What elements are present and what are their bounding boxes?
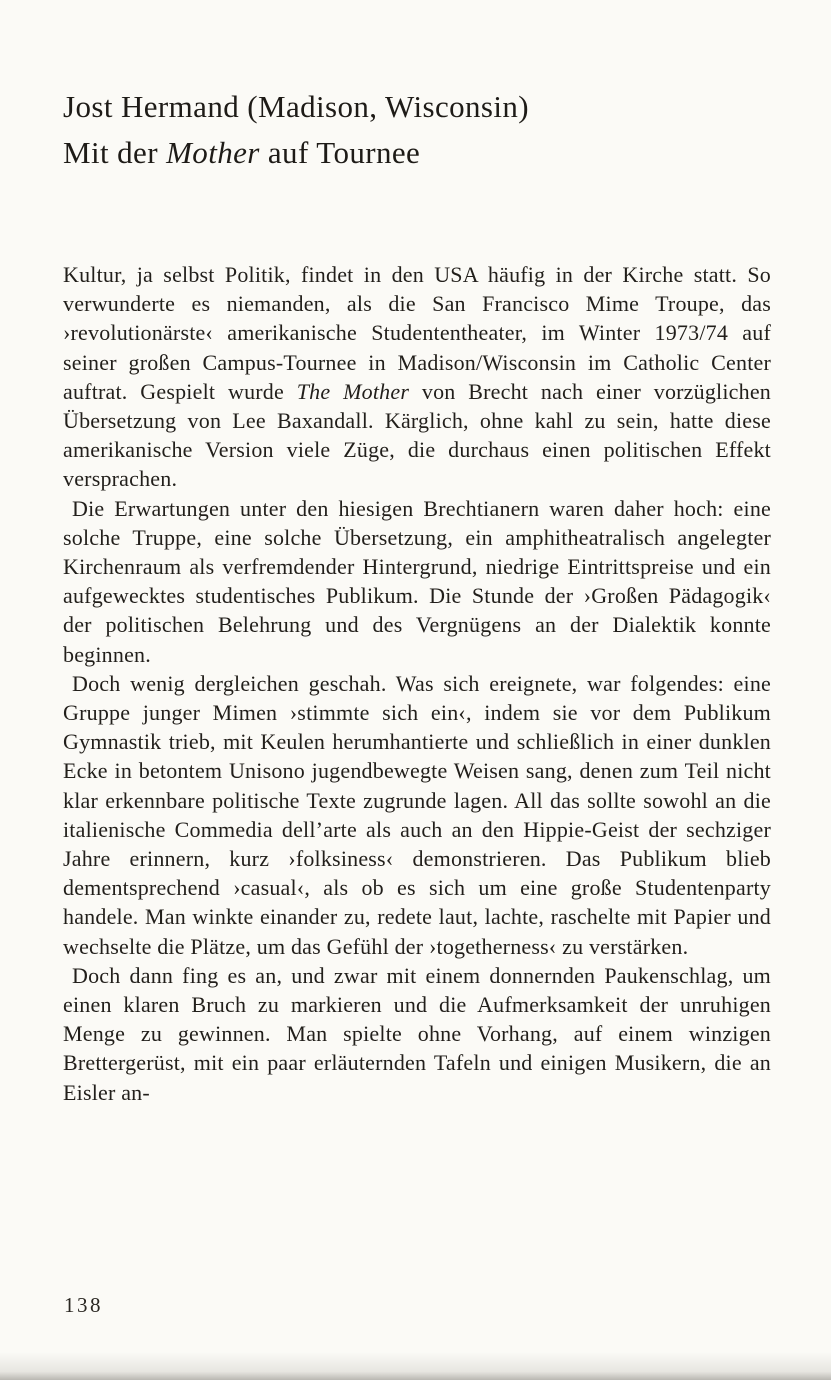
- paragraph: [63, 494, 771, 669]
- paragraph: [63, 669, 771, 961]
- text-run: Mit der: [63, 135, 167, 170]
- article-body: [63, 260, 771, 1107]
- paragraph: [63, 260, 771, 494]
- text-run: von Brecht nach einer vorzüglichen Übersetzung von Lee Baxandall. Kärglich, ohne kahl zu sein, hatte diese amerikanische Version viele Züge, die durchaus einen politischen Effekt versprachen.: [63, 378, 772, 492]
- text-run: Doch wenig dergleichen geschah. Was sich ereignete, war folgendes: eine Gruppe junger Mimen ›stimmte sich ein‹, indem sie vor dem Publikum Gymnastik trieb, mit Keulen herumhantierte und schließlich in einer dunklen Ecke in betontem Unisono jugendbewegte Weisen sang, denen zum Teil nicht klar erkennbare politische Texte zugrunde lagen. All das sollte sowohl an die italienische Commedia dell’arte als auch an den Hippie-Geist der sechziger Jahre erinnern, kurz ›folksiness‹ demonstrieren. Das Publikum blieb dementsprechend ›casual‹, als ob es sich um eine große Studentenparty handele. Man winkte einander zu, redete laut, lachte, raschelte mit Papier und wechselte die Plätze, um das Gefühl der ›togetherness‹ zu verstärken.: [63, 670, 771, 959]
- text-run: Die Erwartungen unter den hiesigen Brechtianern waren daher hoch: eine solche Truppe, eine solche Übersetzung, ein amphitheatralisch angelegter Kirchenraum als verfremdender Hintergrund, niedrige Eintrittspreise und ein aufgewecktes studentisches Publikum. Die Stunde der ›Großen Pädagogik‹ der politischen Belehrung und des Vergnügens an der Dialektik konnte beginnen.: [63, 495, 771, 667]
- text-run: auf Tournee: [259, 135, 421, 170]
- article-heading: [63, 84, 529, 176]
- italic-run: The Mother: [296, 378, 410, 404]
- text-run: Doch dann fing es an, und zwar mit einem donnernden Paukenschlag, um einen klaren Bruch zu markieren und die Aufmerksamkeit der unruhigen Menge zu gewinnen. Man spielte ohne Vorhang, auf einem winzigen Brettergerüst, mit ein paar erläuternden Tafeln und einigen Musikern, die an Eisler an-: [63, 962, 771, 1105]
- page-number: 138: [64, 1293, 103, 1317]
- paragraph: [63, 961, 771, 1107]
- heading-line: [63, 130, 529, 176]
- text-run: Jost Hermand (Madison, Wisconsin): [63, 89, 529, 124]
- text-run: Kultur, ja selbst Politik, findet in den USA häufig in der Kirche statt. So verwunderte es niemanden, als die San Francisco Mime Troupe, das ›revolutionärste‹ amerikanische Studententheater, im Winter 1973/74 auf seiner großen Campus-Tournee in Madison/Wisconsin im Catholic Center auftrat. Gespielt wurde: [63, 262, 771, 404]
- italic-run: Mother: [166, 135, 260, 170]
- heading-line: [63, 84, 529, 130]
